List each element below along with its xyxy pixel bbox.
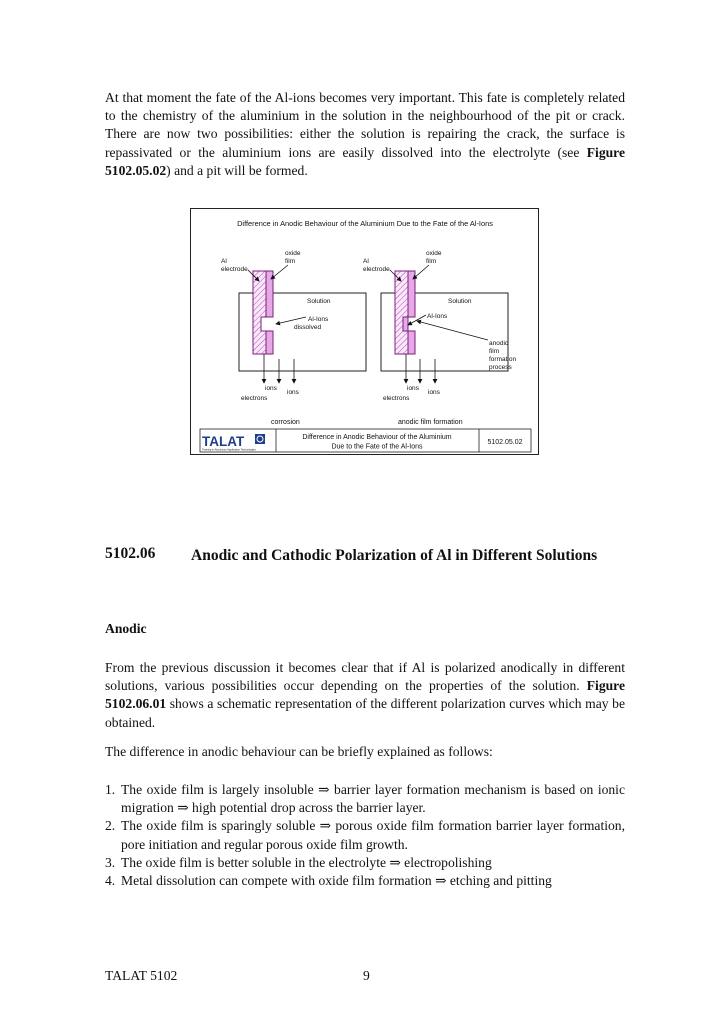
figure-footer-caption-2: Due to the Fate of the Al-Ions bbox=[331, 443, 423, 451]
right-caption: anodic film formation bbox=[398, 419, 463, 426]
list-item-number: 1. bbox=[105, 782, 116, 797]
left-solution-label: Solution bbox=[307, 298, 331, 305]
right-process-arrow bbox=[417, 321, 488, 340]
para2-figure-ref: Figure 5102.06.01 bbox=[105, 678, 625, 712]
talat-logo-sub: Training in Aluminium Application Technologies bbox=[202, 448, 256, 452]
footer-page-number: 9 bbox=[363, 968, 370, 983]
list-item bbox=[105, 781, 625, 817]
talat-logo: TALAT bbox=[202, 434, 245, 449]
figure-code: 5102.05.02 bbox=[487, 439, 523, 446]
right-oxide-film-repair bbox=[403, 317, 408, 331]
left-alions-label-2: dissolved bbox=[294, 324, 322, 331]
figure-title: Difference in Anodic Behaviour of the Aluminium Due to the Fate of the Al-Ions bbox=[237, 219, 493, 228]
intro-text-before: At that moment the fate of the Al-ions becomes very important. This fate is completely related to the chemistry of the aluminium in the solution in the neighbourhood of the pit or crack. There are now two possibilities: either the solution is repairing the crack, the surface is repassivated or the aluminium ions are easily dissolved into the electrolyte (see bbox=[105, 90, 625, 160]
right-al-electrode bbox=[395, 271, 408, 354]
left-ions-label-2: ions bbox=[287, 389, 299, 396]
section-title: Anodic and Cathodic Polarization of Al in Different Solutions bbox=[191, 547, 598, 564]
right-process-label-2: film bbox=[489, 348, 500, 355]
right-process-label-3: formation bbox=[489, 356, 517, 363]
right-electrode-label-2: electrode bbox=[363, 266, 390, 273]
left-electrode-label-1: Al bbox=[221, 258, 227, 265]
left-caption: corrosion bbox=[271, 419, 300, 426]
right-oxide-label-2: film bbox=[426, 258, 437, 265]
right-oxide-film-bottom bbox=[408, 331, 415, 354]
list-item bbox=[105, 872, 625, 890]
list-item-text: The oxide film is largely insoluble ⇒ barrier layer formation mechanism is based on ionic migration ⇒ high potential drop across the barrier layer. bbox=[121, 782, 625, 816]
list-item bbox=[105, 817, 625, 853]
figure-footer bbox=[200, 429, 531, 452]
left-panel bbox=[221, 250, 366, 426]
difference-list bbox=[105, 781, 625, 890]
list-item-number: 2. bbox=[105, 818, 116, 834]
left-oxide-arrow bbox=[271, 265, 288, 279]
paragraph-2 bbox=[105, 659, 625, 732]
list-item-text: Metal dissolution can compete with oxide film formation ⇒ etching and pitting bbox=[121, 873, 552, 889]
para2-text-before: From the previous discussion it becomes clear that if Al is polarized anodically in different solutions, various possibilities occur depending on the properties of the solution. bbox=[105, 660, 625, 694]
left-oxide-film-bottom bbox=[266, 331, 273, 354]
left-al-electrode bbox=[253, 271, 266, 354]
list-item-number: 3. bbox=[105, 854, 116, 870]
left-alions-label-1: Al-Ions bbox=[308, 316, 329, 323]
figure-footer-caption-1: Difference in Anodic Behaviour of the Aluminium bbox=[302, 434, 452, 441]
subheading-anodic: Anodic bbox=[105, 621, 147, 636]
left-alions-arrow bbox=[276, 317, 306, 324]
left-electrons-label: electrons bbox=[241, 395, 268, 402]
left-ions-label-1: ions bbox=[265, 385, 277, 392]
section-number: 5102.06 bbox=[105, 545, 156, 562]
list-item bbox=[105, 854, 625, 872]
left-oxide-label-2: film bbox=[285, 258, 296, 265]
intro-figure-ref: Figure 5102.05.02 bbox=[105, 144, 625, 178]
list-item-text: The oxide film is sparingly soluble ⇒ porous oxide film formation barrier layer formation, pore initiation and regular porous oxide film growth. bbox=[121, 818, 625, 852]
right-ions-label-2: ions bbox=[428, 389, 440, 396]
right-process-label-1: anodic bbox=[489, 340, 509, 347]
left-electrode-label-2: electrode bbox=[221, 266, 248, 273]
paragraph-3: The difference in anodic behaviour can be briefly explained as follows: bbox=[105, 744, 493, 759]
figure-5102-05-02 bbox=[190, 208, 539, 455]
list-item-text: The oxide film is better soluble in the electrolyte ⇒ electropolishing bbox=[121, 854, 492, 870]
right-process-label-4: process bbox=[489, 364, 512, 371]
intro-text-after: ) and a pit will be formed. bbox=[166, 162, 308, 178]
intro-paragraph bbox=[105, 89, 625, 180]
right-oxide-label-1: oxide bbox=[426, 250, 442, 257]
para2-text-after: shows a schematic representation of the different polarization curves which may be obtained. bbox=[105, 696, 625, 730]
left-oxide-label-1: oxide bbox=[285, 250, 301, 257]
right-electrode-label-1: Al bbox=[363, 258, 369, 265]
right-solution-label: Solution bbox=[448, 298, 472, 305]
figure-diagram bbox=[191, 209, 540, 456]
right-panel bbox=[363, 250, 516, 426]
list-item-number: 4. bbox=[105, 873, 116, 889]
right-electrons-label: electrons bbox=[383, 395, 410, 402]
footer-doc-id: TALAT 5102 bbox=[105, 968, 178, 983]
right-ions-label-1: ions bbox=[407, 385, 419, 392]
right-alions-label: Al-Ions bbox=[427, 313, 448, 320]
